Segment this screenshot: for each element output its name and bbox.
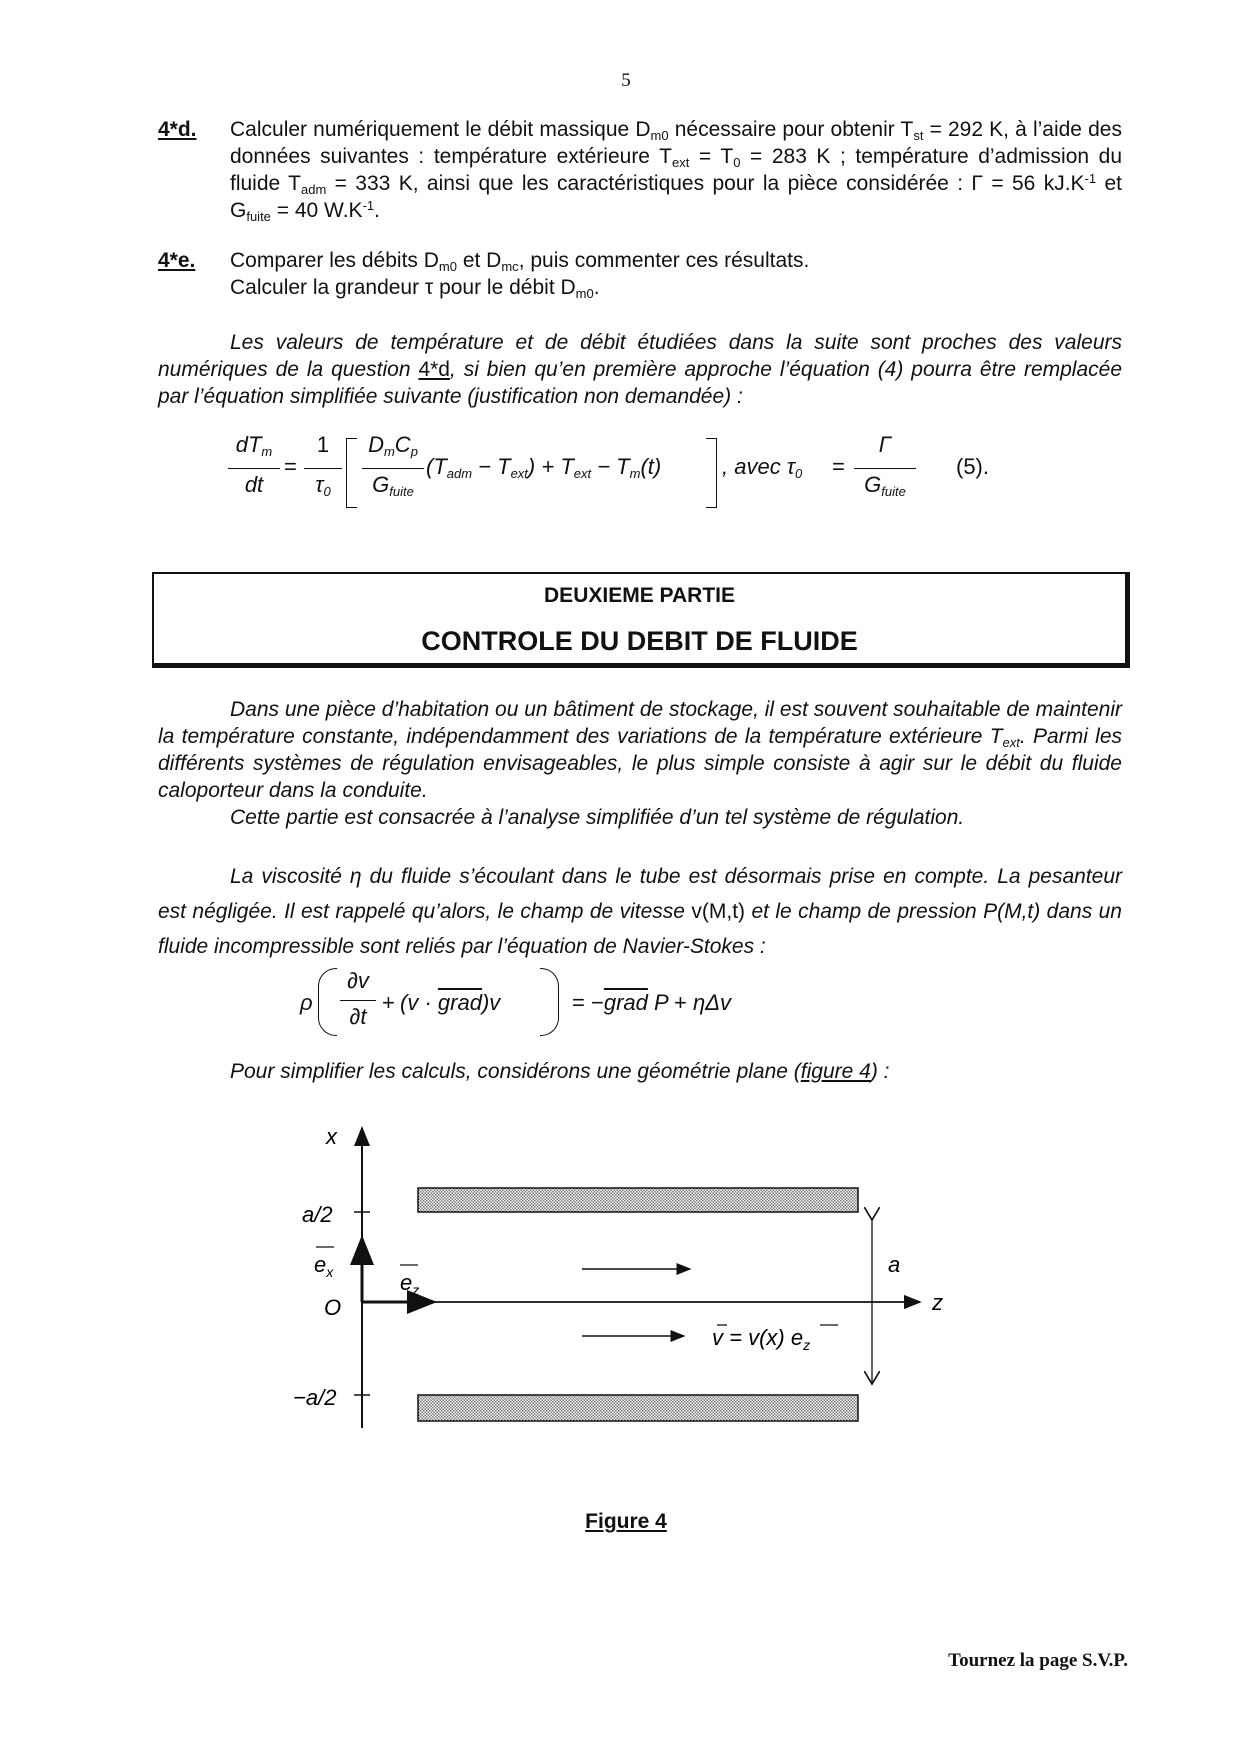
- eq5-lhs-num: $dT_m$: [235, 432, 273, 459]
- x-axis-label: x: [326, 1124, 337, 1149]
- minus-a2-label: −a/2: [293, 1385, 337, 1410]
- footer-turn-page: Tournez la page S.V.P.: [948, 1650, 1128, 1671]
- gap-a-label: a: [888, 1252, 901, 1277]
- lower-wall: [418, 1395, 858, 1421]
- geometry-intro: Pour simplifier les calculs, considérons une géométrie plane (figure 4) :: [230, 1060, 890, 1083]
- eq5-lhs-den: dt: [244, 472, 264, 497]
- upper-wall: [418, 1188, 858, 1212]
- regulation-paragraph: Dans une pièce d’habitation ou un bâtiment de stockage, il est souvent souhaitable de maintenir la température constante, indépendamment des variations de la température extérieure $T_{ext}$. Parmi les différents systèmes de régulation envisageables, le plus simple consiste à agir sur le débit du fluide caloporteur dans la conduite. Cette partie est consacrée à l’analyse simplifiée d’un tel système de régulation.: [158, 698, 1122, 829]
- intro-paragraph: Les valeurs de température et de débit étudiées dans la suite sont proches des valeurs numériques de la question 4*d, si bien qu’en première approche l’équation (4) pourra être remplacée par l’équation simplifiée suivante (justification non demandée) :: [158, 331, 1122, 408]
- navier-stokes-intro: La viscosité η du fluide s’écoulant dans le tube est désormais prise en compte. La pesanteur est négligée. Il est rappelé qu’alors, le champ de vitesse v(M,t) et le champ de pression P(M,t) dans un fluide incompressible sont reliés par l’équation de Navier-Stokes :: [158, 865, 1122, 958]
- question-4e-label: 4*e.: [158, 249, 196, 272]
- a2-label: a/2: [302, 1202, 333, 1227]
- figure-caption: Figure 4: [585, 1510, 667, 1533]
- page-number: 5: [621, 70, 631, 91]
- navier-stokes-equation: ρ ∂v ∂t + (v · grad)v = −grad P + ηΔv: [300, 966, 860, 1040]
- question-4d-label: 4*d.: [158, 118, 197, 141]
- z-axis-label: z: [932, 1290, 943, 1315]
- section-subtitle: DEUXIEME PARTIE: [544, 584, 735, 607]
- velocity-label: v = v(x) $e_z$: [712, 1325, 811, 1353]
- question-4d-text: Calculer numériquement le débit massique $D_{m0}$ nécessaire pour obtenir $T_{st} = 292$ K, à l’aide des données suivantes : température extérieure $T_{ext} = T_0 = 283$ K ; température d’admission du fluide $T_{adm} = 333$ K, ainsi que les caractéristiques pour la pièce considérée : Γ = 56 $kJ.K^{-1}$ et $G_{fuite} = 40$ $W.K^{-1}$.: [230, 118, 1122, 224]
- equation-5: $dT_m$ dt = 1 $\tau_0$ $D_mC_p$ $G_{fuite}$ $(T_{adm} - T_{ext}) + T_{ext} - T_m(t)$ , avec $\tau_0$ = Γ $G_{fuite}$ (5).: [228, 432, 1128, 510]
- section-title: CONTROLE DU DEBIT DE FLUIDE: [421, 626, 858, 656]
- origin-label: O: [324, 1295, 342, 1320]
- ez-label: $e_z$: [400, 1270, 420, 1298]
- question-4e-text: Comparer les débits $D_{m0}$ et $D_{mc}$, puis commenter ces résultats. Calculer la grandeur τ pour le débit $D_{m0}$.: [230, 249, 810, 301]
- ex-label: $e_x$: [314, 1252, 334, 1280]
